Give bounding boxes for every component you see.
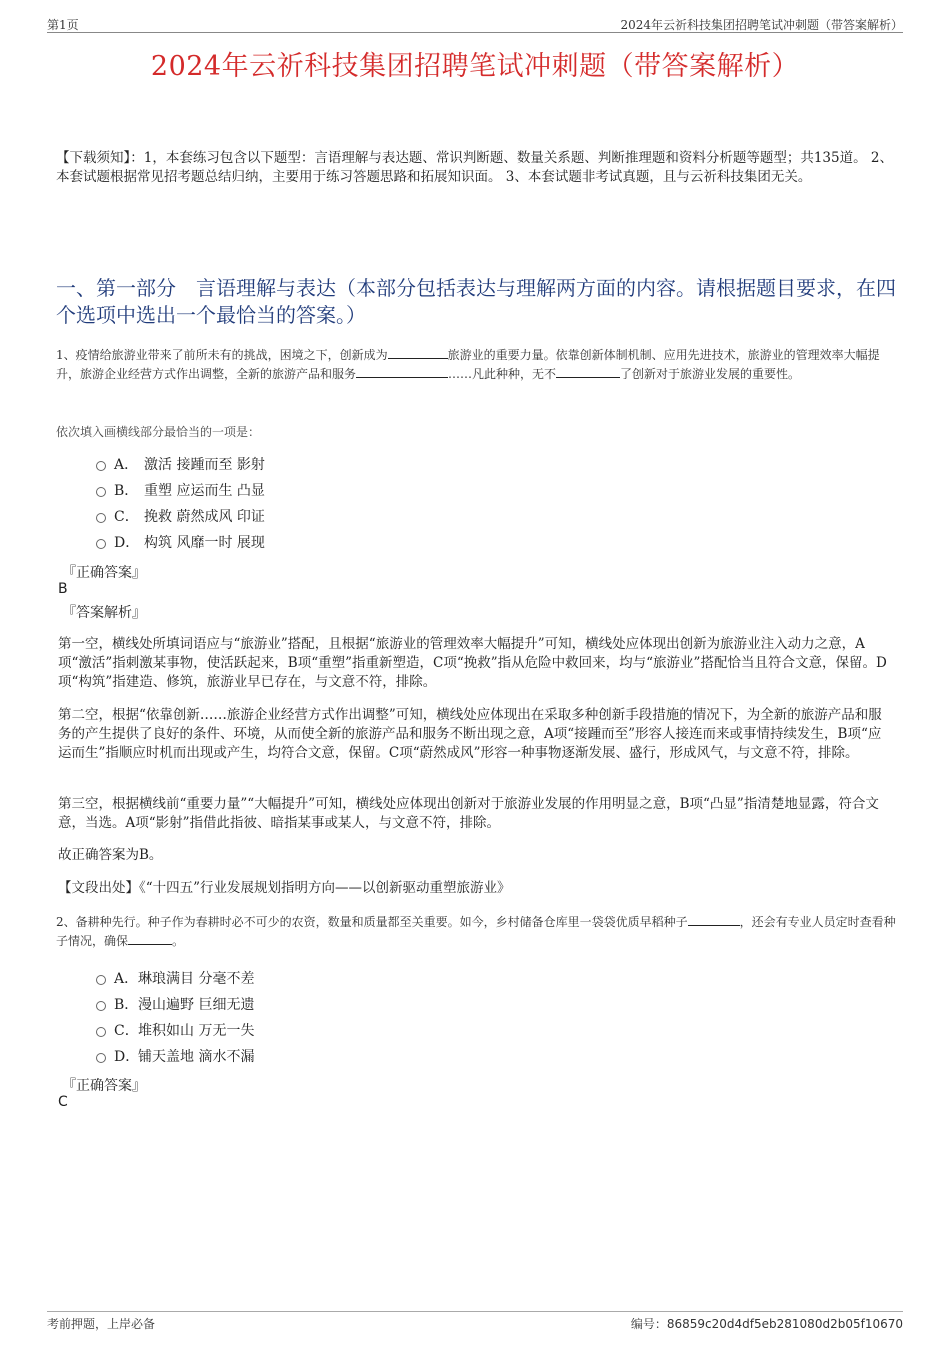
text-source: 【文段出处】《“十四五”行业发展规划指明方向——以创新驱动重塑旅游业》	[58, 880, 511, 896]
fill-blank	[556, 365, 620, 378]
answer-label: 『正确答案』	[62, 1078, 146, 1094]
answer-label: 『正确答案』	[62, 565, 146, 581]
analysis-paragraph-3: 第三空，根据横线前“重要力量”“大幅提升”可知，横线处应体现出创新对于旅游业发展的作用明显之意，B项“凸显”指清楚地显露，符合文意，当选。A项“影射”指借此指彼、暗指某事或某人，与文意不符，排除。	[58, 796, 879, 831]
page-number: 第1页	[47, 18, 79, 32]
answer-value: C	[58, 1094, 68, 1110]
question-1-stem: 1、疫情给旅游业带来了前所未有的挑战，困境之下，创新成为 旅游业的重要力量。依靠创新体制机制、应用先进技术，旅游业的管理效率大幅提升，旅游企业经营方式作出调整，全新的旅游产品和服务 ……凡此种种，无不 了创新对于旅游业发展的重要性。	[56, 348, 880, 381]
option-d[interactable]: D．铺天盖地 滴水不漏	[96, 1044, 254, 1070]
page-footer	[47, 1311, 903, 1332]
fill-blank	[388, 346, 448, 359]
document-code: 编号：86859c20d4df5eb281080d2b05f10670	[630, 1317, 903, 1331]
radio-icon[interactable]	[96, 1053, 106, 1063]
download-notice: 【下载须知】：1，本套练习包含以下题型：言语理解与表达题、常识判断题、数量关系题、判断推理题和资料分析题等题型；共135道。 2、本套试题根据常见招考题总结归纳，主要用于练习答题思路和拓展知识面。 3、本套试题非考试真题，且与云祈科技集团无关。	[56, 150, 893, 185]
radio-icon[interactable]	[96, 513, 106, 523]
option-a[interactable]: A．琳琅满目 分毫不差	[96, 966, 254, 992]
fill-blank	[356, 365, 448, 378]
question-1-options	[96, 452, 265, 556]
analysis-paragraph-1: 第一空，横线处所填词语应与“旅游业”搭配，且根据“旅游业的管理效率大幅提升”可知，横线处应体现出创新为旅游业注入动力之意，A项“激活”指刺激某事物，使活跃起来，B项“重塑”指重新塑造，C项“挽救”指从危险中救回来，均与“旅游业”搭配恰当且符合文意，保留。D项“构筑”指建造、修筑，旅游业早已存在，与文意不符，排除。	[58, 636, 887, 690]
analysis-label: 『答案解析』	[62, 605, 146, 621]
radio-icon[interactable]	[96, 1001, 106, 1011]
answer-value: B	[58, 581, 68, 597]
question-2-options	[96, 966, 254, 1070]
radio-icon[interactable]	[96, 1027, 106, 1037]
header-doc-title: 2024年云祈科技集团招聘笔试冲刺题（带答案解析）	[620, 18, 903, 32]
option-a[interactable]: A． 激活 接踵而至 影射	[96, 452, 265, 478]
radio-icon[interactable]	[96, 461, 106, 471]
radio-icon[interactable]	[96, 487, 106, 497]
footer-slogan: 考前押题，上岸必备	[47, 1317, 156, 1331]
option-b[interactable]: B．漫山遍野 巨细无遗	[96, 992, 254, 1018]
page-header	[47, 14, 903, 33]
analysis-paragraph-2: 第二空，根据“依靠创新……旅游企业经营方式作出调整”可知，横线处应体现出在采取多种创新手段措施的情况下，为全新的旅游产品和服务的产生提供了良好的条件、环境，从而使全新的旅游产品和服务不断出现之意，A项“接踵而至”形容人接连而来或事情持续发生，B项“应运而生”指顺应时机而出现或产生，均符合文意，保留。C项“蔚然成风”形容一种事物逐渐发展、盛行，形成风气，与文意不符，排除。	[58, 707, 882, 761]
question-2-stem: 2、备耕种先行。种子作为春耕时必不可少的农资，数量和质量都至关重要。如今，乡村储备仓库里一袋袋优质早稻种子 ，还会有专业人员定时查看种子情况，确保 。	[56, 915, 896, 948]
analysis-conclusion: 故正确答案为B。	[58, 847, 163, 863]
question-1-prompt: 依次填入画横线部分最恰当的一项是：	[56, 425, 261, 439]
option-c[interactable]: C．堆积如山 万无一失	[96, 1018, 254, 1044]
option-b[interactable]: B． 重塑 应运而生 凸显	[96, 478, 265, 504]
radio-icon[interactable]	[96, 975, 106, 985]
fill-blank	[688, 913, 740, 926]
radio-icon[interactable]	[96, 539, 106, 549]
option-d[interactable]: D． 构筑 风靡一时 展现	[96, 530, 265, 556]
option-c[interactable]: C． 挽救 蔚然成风 印证	[96, 504, 265, 530]
document-title: 2024年云祈科技集团招聘笔试冲刺题（带答案解析）	[150, 51, 800, 82]
section-heading: 一、第一部分 言语理解与表达（本部分包括表达与理解两方面的内容。请根据题目要求，在四个选项中选出一个最恰当的答案。）	[56, 276, 896, 327]
fill-blank	[128, 932, 172, 945]
